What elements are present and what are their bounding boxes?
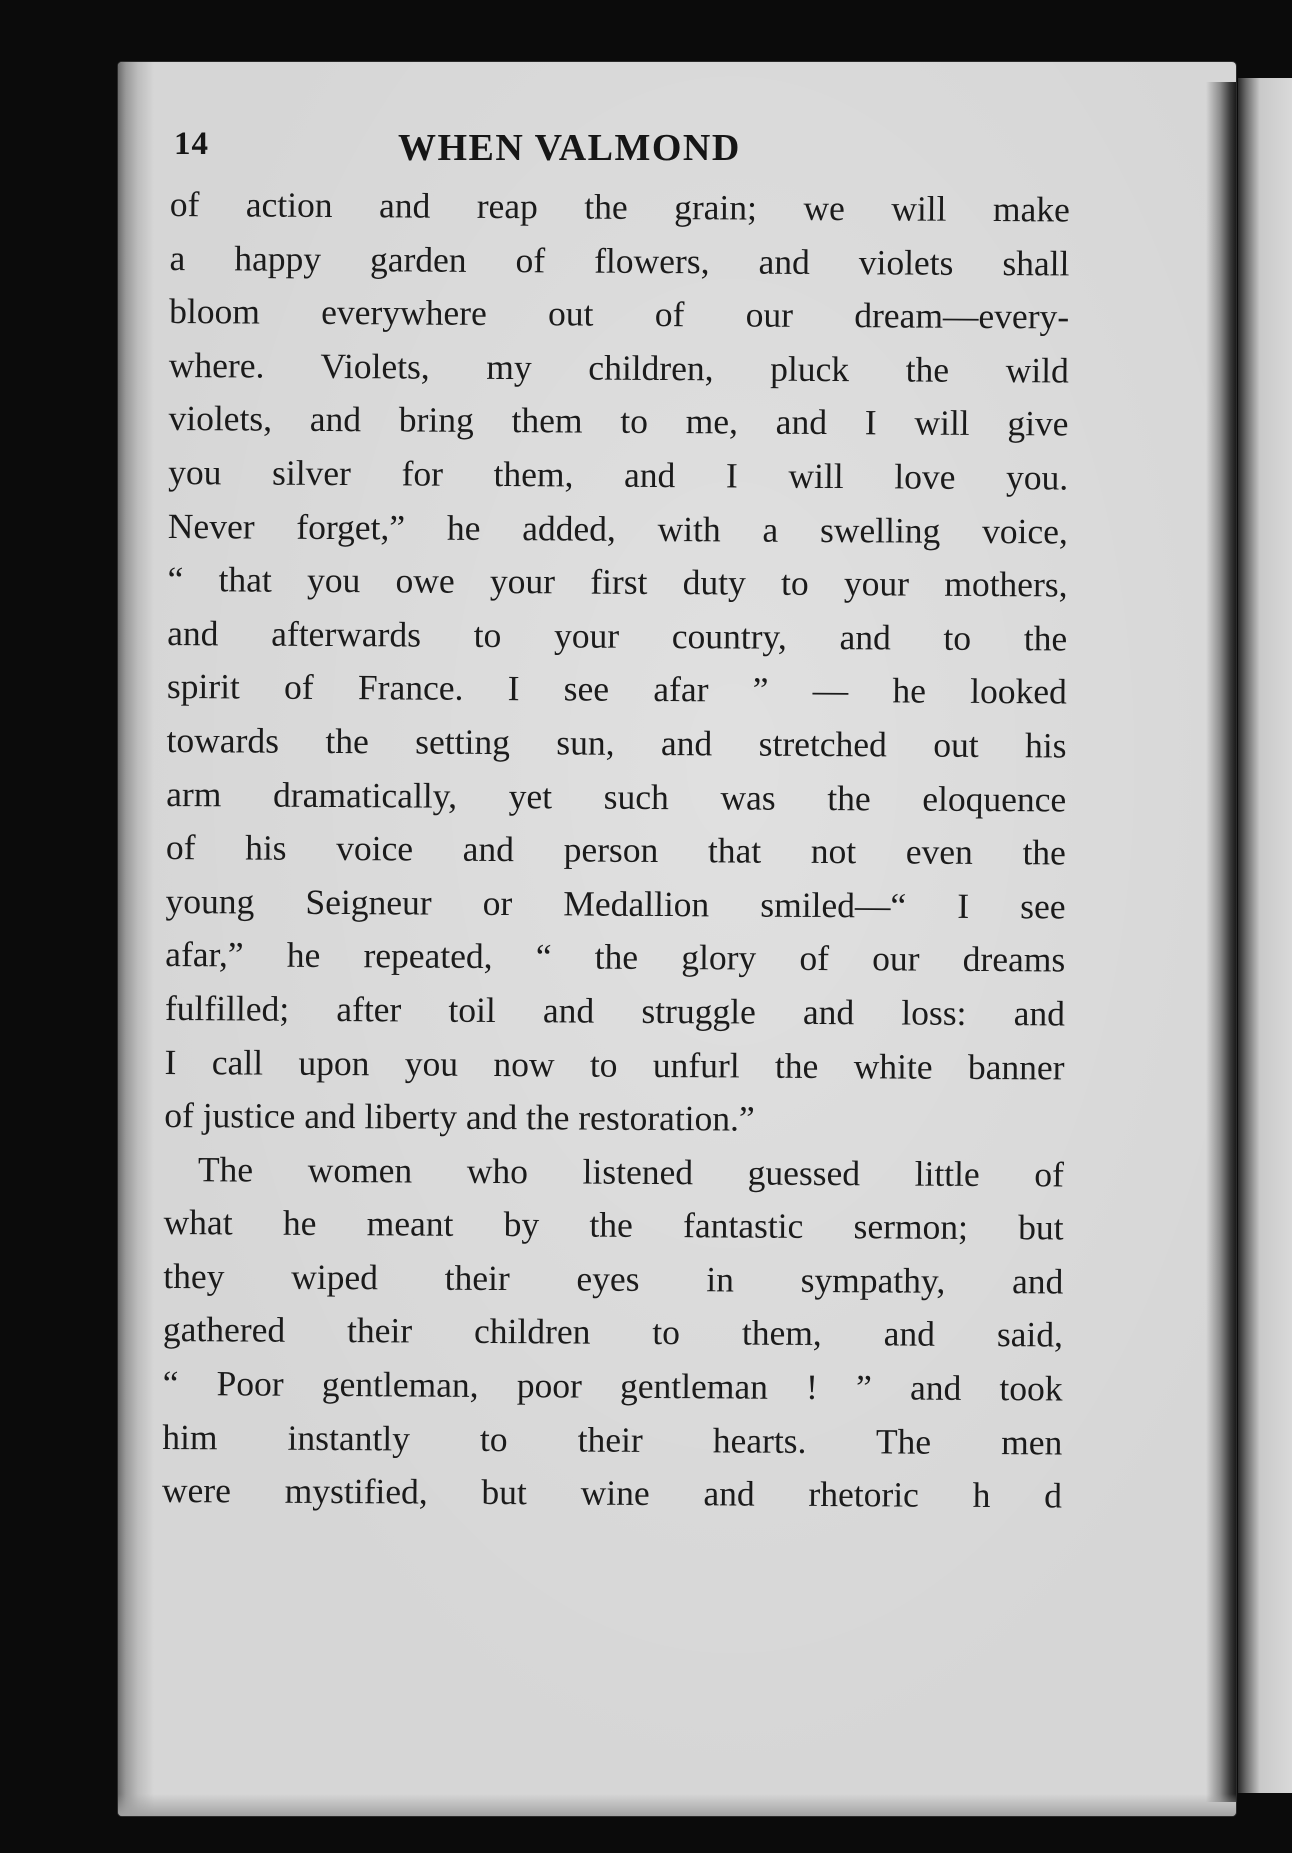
text-line: of justice and liberty and the restoration.” — [164, 1095, 755, 1139]
text-line: violets, and bring them to me, and I will give — [168, 398, 1069, 444]
page-header — [174, 126, 974, 186]
text-line: towards the setting sun, and stretched out his — [166, 719, 1067, 766]
page-bottom-edge — [118, 1794, 1236, 1816]
text-line: “ Poor gentleman, poor gentleman ! ” and took — [162, 1363, 1063, 1409]
text-line: a happy garden of flowers, and violets shall — [169, 237, 1070, 284]
text-line: spirit of France. I see afar ” — he looked — [166, 666, 1068, 712]
paragraph-start-line: The women who listened guessed little of — [197, 1148, 1065, 1195]
text-line: young Seigneur or Medallion smiled—“ I see — [165, 880, 1066, 927]
text-line: afar,” he repeated, “ the glory of our dreams — [165, 934, 1066, 980]
text-line: “ that you owe your first duty to your mothers, — [167, 559, 1068, 605]
text-line: gathered their children to them, and said, — [162, 1309, 1064, 1355]
text-line: bloom everywhere out of our dream—every- — [169, 291, 1070, 337]
text-line: and afterwards to your country, and to the — [167, 612, 1068, 659]
text-line: him instantly to their hearts. The men — [162, 1416, 1063, 1463]
spine-shadow — [1206, 82, 1236, 1802]
text-line: Never forget,” he added, with a swelling voice, — [167, 505, 1068, 552]
text-line: they wiped their eyes in sympathy, and — [163, 1255, 1064, 1302]
text-line: where. Violets, my children, pluck the wild — [168, 344, 1069, 391]
text-line: fulfilled; after toil and struggle and loss: and — [164, 987, 1066, 1034]
body-text — [162, 178, 1070, 1523]
text-line: you silver for them, and I will love you. — [168, 451, 1069, 498]
binding-edge — [118, 62, 154, 1816]
text-line: what he meant by the fantastic sermon; but — [163, 1202, 1064, 1248]
text-line: I call upon you now to unfurl the white banner — [164, 1041, 1065, 1087]
text-line: of action and reap the grain; we will make — [169, 183, 1070, 230]
page-number: 14 — [174, 126, 209, 162]
running-head: WHEN VALMOND — [398, 127, 741, 169]
text-line: arm dramatically, yet such was the eloquence — [166, 773, 1067, 820]
text-line: of his voice and person that not even the — [165, 827, 1067, 873]
text-line: were mystified, but wine and rhetoric h d — [161, 1470, 1063, 1516]
adjacent-page-edge — [1238, 78, 1292, 1793]
